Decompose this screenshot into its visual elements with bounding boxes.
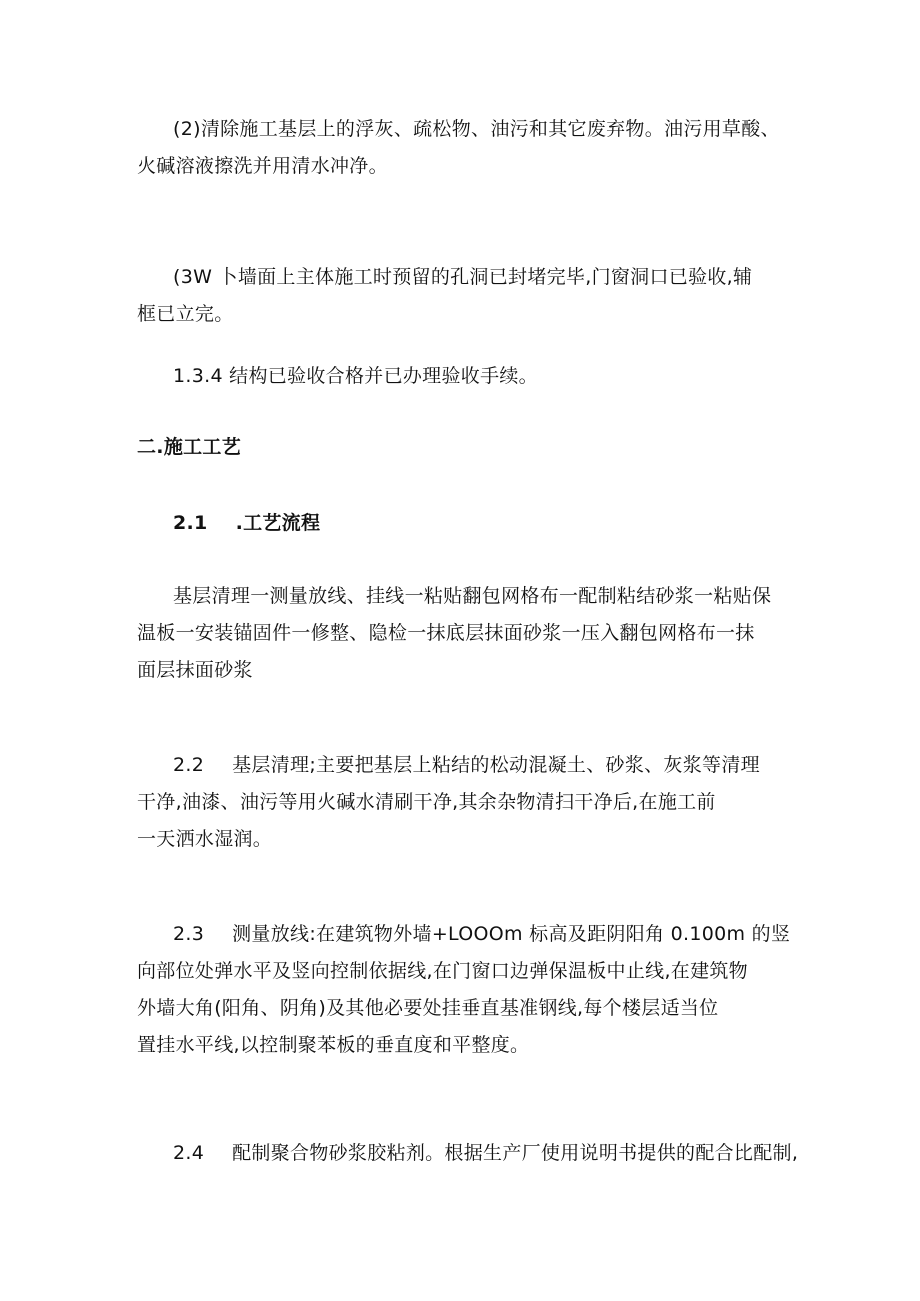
paragraph-process-flow — [137, 578, 797, 689]
heading-number: 2.1 — [173, 512, 208, 534]
text-line: 向部位处弹水平及竖向控制依据线,在门窗口边弹保温板中止线,在建筑物 — [137, 960, 748, 982]
text-line: (2)清除施工基层上的浮灰、疏松物、油污和其它废弃物。油污用草酸、 — [173, 118, 780, 140]
paragraph-wall-holes — [137, 259, 797, 333]
paragraph-cleaning-base — [137, 111, 797, 185]
text-line: 温板一安装锚固件一修整、隐检一抹底层抹面砂浆一压入翻包网格布一抹 — [137, 622, 755, 644]
text-line: 置挂水平线,以控制聚苯板的垂直度和平整度。 — [137, 1034, 530, 1056]
paragraph-mortar-mixing — [137, 1135, 797, 1172]
text-line: 测量放线:在建筑物外墙+LOOOm 标高及距阴阳角 0.100m 的竖 — [232, 923, 791, 945]
paragraph-survey-layout — [137, 916, 797, 1064]
heading-text: 二.施工工艺 — [137, 436, 242, 458]
text-line: 面层抹面砂浆 — [137, 659, 253, 681]
text-line: 干净,油漆、油污等用火碱水清刷干净,其余杂物清扫干净后,在施工前 — [137, 791, 716, 813]
text-line: 火碱溶液擦洗并用清水冲净。 — [137, 155, 388, 177]
text-line: 框已立完。 — [137, 303, 234, 325]
section-heading — [137, 429, 797, 466]
text-line: 配制聚合物砂浆胶粘剂。根据生产厂使用说明书提供的配合比配制, — [232, 1142, 799, 1164]
text-line: 基层清理;主要把基层上粘结的松动混凝土、砂浆、灰浆等清理 — [232, 754, 760, 776]
text-line: 1.3.4 结构已验收合格并已办理验收手续。 — [173, 365, 538, 387]
heading-text: .工艺流程 — [235, 512, 321, 534]
text-line: 基层清理一测量放线、挂线一粘贴翻包网格布一配制粘结砂浆一粘贴保 — [173, 585, 772, 607]
clause-number: 2.2 — [173, 754, 205, 776]
clause-number: 2.3 — [173, 923, 205, 945]
subsection-heading — [137, 505, 797, 542]
paragraph-structure-accepted — [137, 358, 797, 395]
text-line: (3W 卜墙面上主体施工时预留的孔洞已封堵完毕,门窗洞口已验收,辅 — [173, 266, 753, 288]
clause-number: 2.4 — [173, 1142, 205, 1164]
text-line: 外墙大角(阳角、阴角)及其他必要处挂垂直基准钢线,每个楼层适当位 — [137, 997, 719, 1019]
paragraph-base-cleaning — [137, 747, 797, 858]
text-line: 一天洒水湿润。 — [137, 828, 273, 850]
